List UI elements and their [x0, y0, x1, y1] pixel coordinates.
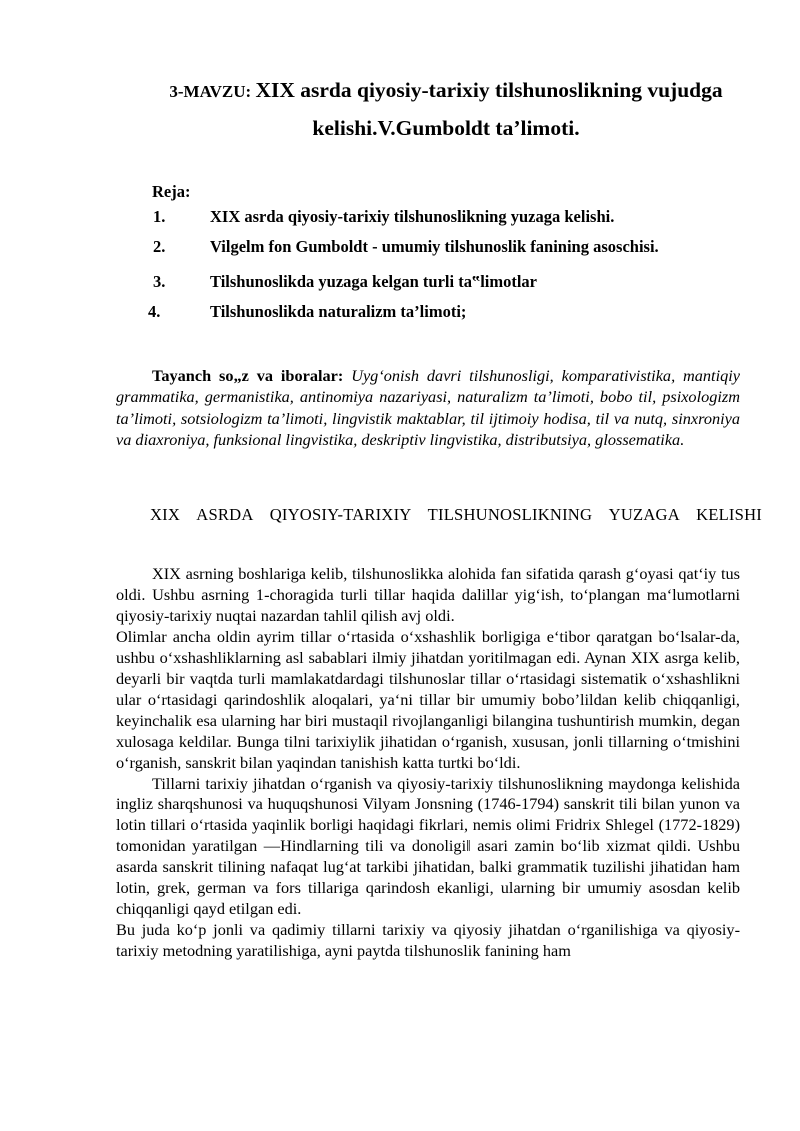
plan-item-text: Tilshunoslikda yuzaga kelgan turli ta‟limotlar	[210, 272, 538, 291]
section-heading: XIX ASRDA QIYOSIY-TARIXIY TILSHUNOSLIKNING YUZAGA KELISHI	[150, 505, 762, 524]
paragraph: Tillarni tarixiy jihatdan o‘rganish va qiyosiy-tarixiy tilshunoslikning maydonga kelishida ingliz sharqshunosi va huquqshunosi Vilyam Jonsning (1746-1794) sanskrit tili bilan yunon va lotin tillari o‘rtasida yaqinlik borligi haqidagi fikrlari, nemis olimi Fridrix Shlegel (1772-1829) tomonidan yaratilgan ―Hindlarning tili va donoligi‖ asari zamin bo‘lib xizmat qildi. Ushbu asarda sanskrit tilining nafaqat lug‘at tarkibi jihatidan, balki grammatik tuzilishi jihatidan ham lotin, grek, german va fors tillariga qarindosh ekanligi, ularning bir umumiy asosdan kelib chiqqanligi qayd etilgan edi.	[116, 773, 740, 919]
plan-item-text: XIX asrda qiyosiy-tarixiy tilshunoslikning yuzaga kelishi.	[210, 207, 615, 226]
paragraph: Olimlar ancha oldin ayrim tillar o‘rtasida o‘xshashlik borligiga e‘tibor qaratgan bo‘lsalar-da, ushbu o‘xshashliklarning asl sabablari ilmiy jihatdan yoritilmagan edi. Aynan XIX asrga kelib, deyarli bir vaqtda turli mamlakatdardagi tilshunoslar tillar o‘rtasidagi sistematik o‘xshashlikni ular o‘rtasidagi qarindoshlik aloqalari, ya‘ni tillar bir umumiy bobo’lildan kelib chiqqanligi, keyinchalik esa ularning har biri mustaqil rivojlanganligi bilangina tushuntirish mumkin, degan xulosaga keldilar. Bunga tilni tarixiylik jihatidan o‘rganish, xususan, jonli tillarning o‘tmishini o‘rganish, sanskrit bilan yaqindan tanishish katta turtki bo‘ldi.	[116, 626, 740, 772]
plan-item-text: Tilshunoslikda naturalizm ta’limoti;	[210, 302, 467, 321]
keywords-paragraph	[116, 365, 740, 450]
plan-item-number: 1.	[153, 207, 166, 226]
keywords-text: Uyg‘onish davri tilshunosligi, komparativistika, mantiqiy grammatika, germanistika, antinomiya nazariyasi, naturalizm ta’limoti, bobo til, psixologizm ta’limoti, sotsiologizm ta’limoti, lingvistik maktablar, til ijtimoiy hodisa, til va nutq, sinxroniya va diaxroniya, funksional lingvistika, deskriptiv lingvistika, distributsiya, glossematika.	[116, 366, 740, 449]
title-line-1: XIX asrda qiyosiy-tarixiy tilshunoslikning vujudga	[255, 78, 723, 102]
plan-item-number: 2.	[153, 237, 166, 256]
plan-item-number: 4.	[148, 302, 161, 321]
title-line-2: kelishi.V.Gumboldt ta’limoti.	[312, 116, 580, 140]
paragraph: XIX asrning boshlariga kelib, tilshunoslikka alohida fan sifatida qarash g‘oyasi qat‘iy tus oldi. Ushbu asrning 1-choragida turli tillar haqida dalillar yig‘ish, to‘plangan ma‘lumotlarni qiyosiy-tarixiy nuqtai nazardan tahlil qilish avj oldi.	[116, 564, 740, 625]
plan-item-number: 3.	[153, 272, 166, 291]
plan-item-text: Vilgelm fon Gumboldt - umumiy tilshunoslik fanining asoschisi.	[210, 237, 659, 256]
topic-prefix: 3-MAVZU:	[169, 82, 256, 101]
paragraph: Bu juda ko‘p jonli va qadimiy tillarni tarixiy va qiyosiy jihatdan o‘rganilishiga va qiyosiy-tarixiy metodning yaratilishiga, ayni paytda tilshunoslik fanining ham	[116, 920, 740, 961]
keywords-label: Tayanch so„z va iboralar:	[152, 366, 344, 385]
body-text	[116, 564, 740, 962]
plan-heading: Reja:	[152, 182, 191, 201]
page-title	[116, 72, 776, 146]
